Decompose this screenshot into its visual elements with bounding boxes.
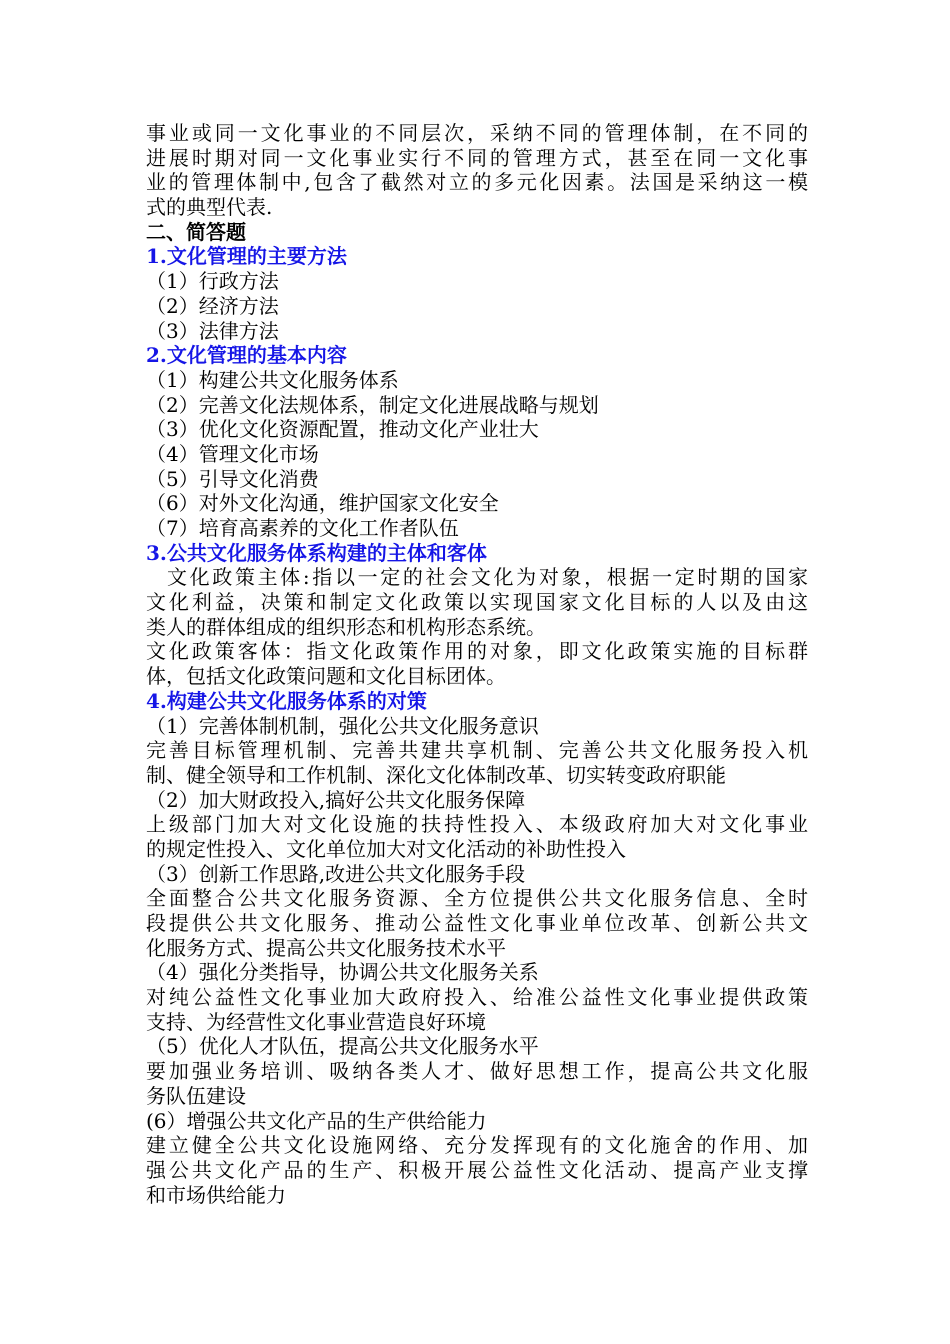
paragraph-line: 强公共文化产品的生产、积极开展公益性文化活动、提高产业支撑: [146, 1157, 808, 1182]
paragraph-line: 制、健全领导和工作机制、深化文化体制改革、切实转变政府职能: [146, 762, 726, 787]
list-item: （2）完善文化法规体系，制定文化进展战略与规划: [146, 392, 599, 417]
paragraph-line: 上级部门加大对文化设施的扶持性投入、本级政府加大对文化事业: [146, 812, 808, 837]
paragraph-line: 文化利益，决策和制定文化政策以实现国家文化目标的人以及由这: [146, 590, 808, 615]
paragraph-line: 要加强业务培训、吸纳各类人才、做好思想工作，提高公共文化服: [146, 1059, 808, 1084]
list-item: （5）优化人才队伍，提高公共文化服务水平: [146, 1034, 539, 1059]
paragraph-line: 段提供公共文化服务、推动公益性文化事业单位改革、创新公共文: [146, 911, 808, 935]
paragraph-line: 对纯公益性文化事业加大政府投入、给准公益性文化事业提供政策: [146, 985, 808, 1010]
list-item: （2）经济方法: [146, 293, 279, 318]
section-heading: 二、简答题: [146, 219, 246, 244]
question-title: 2.文化管理的基本内容: [146, 343, 347, 368]
list-item: （4）强化分类指导，协调公共文化服务关系: [146, 960, 539, 985]
paragraph-line: 进展时期对同一文化事业实行不同的管理方式，甚至在同一文化事: [146, 145, 808, 170]
list-item: （3）法律方法: [146, 318, 279, 343]
paragraph-line: 式的典型代表.: [146, 195, 273, 220]
list-item: （1）完善体制机制，强化公共文化服务意识: [146, 713, 539, 738]
paragraph-line: 体，包括文化政策问题和文化目标团体。: [146, 664, 506, 689]
list-item: （3）创新工作思路,改进公共文化服务手段: [146, 861, 526, 886]
list-item: （4）管理文化市场: [146, 441, 319, 466]
document-page: [146, 121, 808, 1207]
question-title: 3.公共文化服务体系构建的主体和客体: [146, 540, 487, 565]
list-item: （1）构建公共文化服务体系: [146, 367, 399, 392]
list-item: （5）引导文化消费: [146, 466, 319, 491]
question-title: 4.构建公共文化服务体系的对策: [146, 688, 427, 713]
paragraph-line: 业的管理体制中,包含了截然对立的多元化因素。法国是采纳这一模: [146, 170, 808, 195]
paragraph-line: 务队伍建设: [146, 1083, 246, 1108]
paragraph-line: 类人的群体组成的组织形态和机构形态系统。: [146, 614, 546, 639]
paragraph-line: 完善目标管理机制、完善共建共享机制、完善公共文化服务投入机: [146, 738, 808, 763]
list-item: （2）加大财政投入,搞好公共文化服务保障: [146, 787, 526, 812]
list-item: （3）优化文化资源配置，推动文化产业壮大: [146, 417, 539, 442]
paragraph-line: 文化政策主体:指以一定的社会文化为对象，根据一定时期的国家: [167, 565, 808, 590]
paragraph-line: 文化政策客体：指文化政策作用的对象，即文化政策实施的目标群: [146, 639, 808, 664]
list-item: （6）对外文化沟通，维护国家文化安全: [146, 491, 499, 516]
paragraph-line: 建立健全公共文化设施网络、充分发挥现有的文化施舍的作用、加: [146, 1133, 808, 1158]
list-item: （1）行政方法: [146, 269, 279, 294]
paragraph-line: 的规定性投入、文化单位加大对文化活动的补助性投入: [146, 836, 626, 861]
paragraph-line: 支持、为经营性文化事业营造良好环境: [146, 1009, 486, 1034]
paragraph-line: (6）增强公共文化产品的生产供给能力: [146, 1108, 487, 1133]
paragraph-line: 化服务方式、提高公共文化服务技术水平: [146, 935, 506, 960]
list-item: （7）培育高素养的文化工作者队伍: [146, 516, 459, 540]
paragraph-line: 和市场供给能力: [146, 1182, 286, 1207]
paragraph-line: 事业或同一文化事业的不同层次，采纳不同的管理体制，在不同的: [146, 121, 808, 145]
question-title: 1.文化管理的主要方法: [146, 244, 347, 269]
paragraph-line: 全面整合公共文化服务资源、全方位提供公共文化服务信息、全时: [146, 886, 808, 911]
